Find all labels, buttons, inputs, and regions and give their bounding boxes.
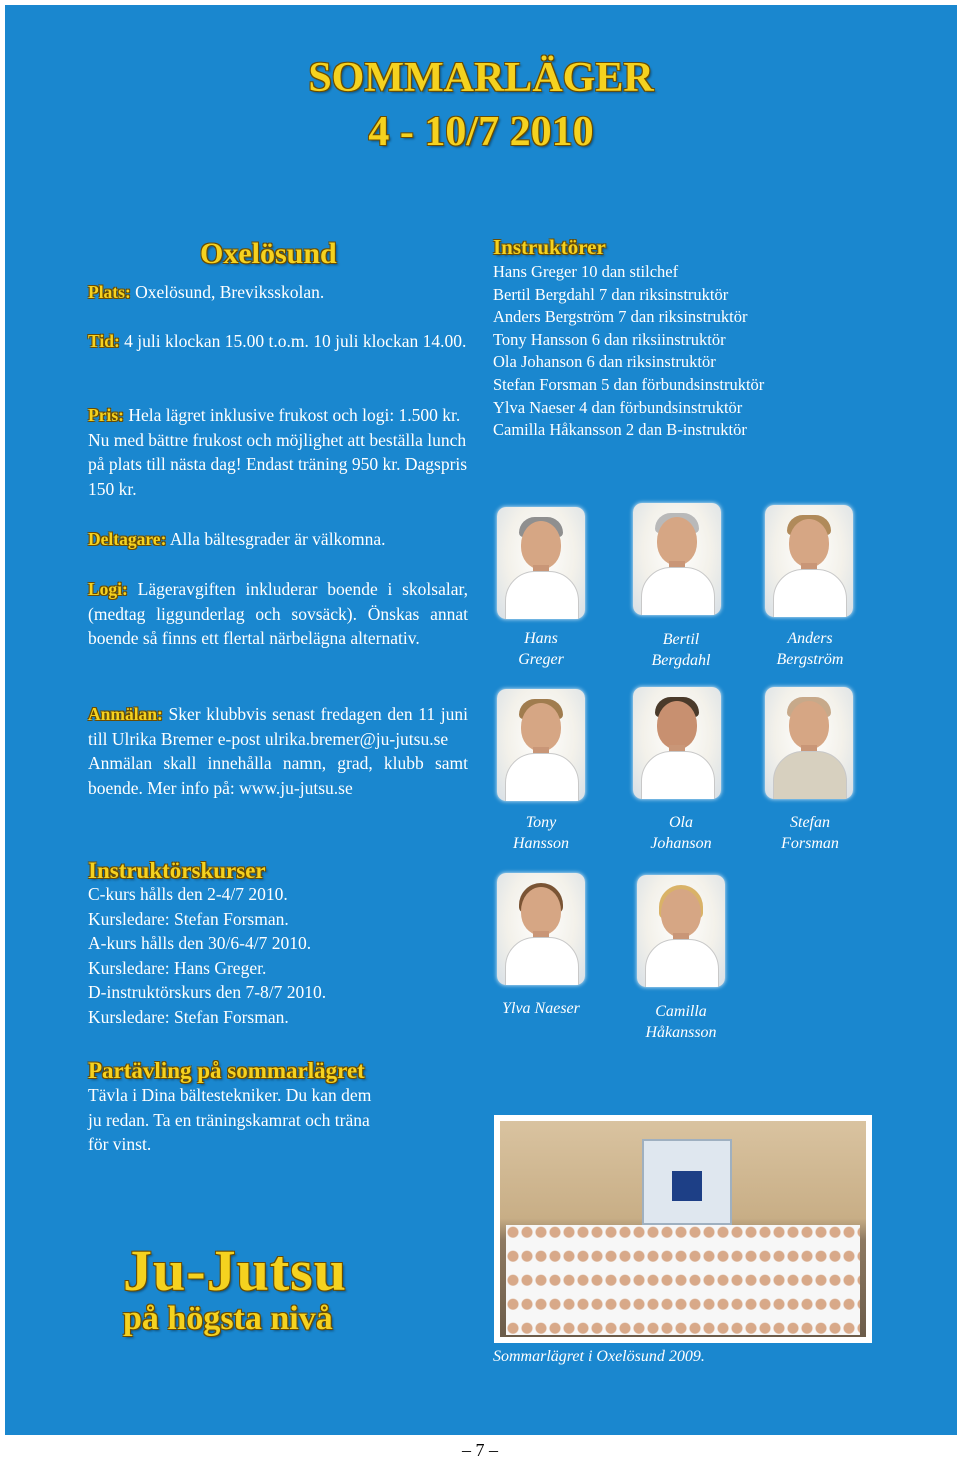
person-name: Ola Johanson [650,814,712,852]
instructor-line: Bertil Bergdahl 7 dan riksinstruktör [493,284,729,304]
deltagare-paragraph [88,527,468,552]
page-title: SOMMARLÄGER [308,55,654,101]
portrait-anders-bergstrom [765,505,853,617]
portrait-bertil-bergdahl [633,503,721,615]
poster-page [5,5,957,1435]
plats-label: Plats: [88,282,131,302]
deltagare-label: Deltagare: [88,529,167,549]
anmalan-text: Sker klubbvis senast fredagen den 11 juni till Ulrika Bremer e-post ulrika.bremer@ju-jutsu.se [88,704,468,749]
plats-text: Oxelösund, Breviksskolan. [130,282,325,302]
person-name: Bertil Bergdahl [651,631,711,669]
pris-label: Pris: [88,405,124,425]
club-banner [642,1139,732,1225]
page-date: 4 - 10/7 2010 [368,109,594,155]
logi-paragraph [88,577,468,651]
tid-paragraph [88,329,468,354]
partavling-line: ju redan. Ta en träningskamrat och träna [88,1109,370,1130]
slogan-title: Ju-Jutsu [123,1238,347,1303]
instructor-line: Camilla Håkansson 2 dan B-instruktör [493,420,747,440]
instruktorer-heading: Instruktörer [493,235,606,259]
plats-paragraph [88,280,468,305]
anmalan-paragraph [88,702,468,800]
instruktorer-list [493,261,764,442]
portrait-hans-greger [497,507,585,619]
instructor-line: Stefan Forsman 5 dan förbundsinstruktör [493,374,765,394]
kurser-line: A-kurs hålls den 30/6-4/7 2010. [88,933,312,953]
partavling-line: för vinst. [88,1134,152,1154]
logi-text: Lägeravgiften inkluderar boende i skolsalar, (medtag liggunderlag och sovsäck). Önskas annat boende så finns ett flertal närbelägna alternativ. [88,579,468,648]
partavling-line: Tävla i Dina bältestekniker. Du kan dem [88,1085,372,1105]
portrait-stefan-forsman [765,687,853,799]
crowd-of-participants [506,1225,860,1335]
pris-text: Hela lägret inklusive frukost och logi: 1.500 kr. Nu med bättre frukost och möjlighet att beställa lunch på plats till nästa dag! Endast träning 950 kr. Dagspris 150 kr. [88,405,468,499]
kurser-list [88,882,468,1029]
anmalan-text-2: Anmälan skall innehålla namn, grad, klubb samt boende. Mer info på: www.ju-jutsu.se [88,753,468,798]
instructor-line: Ylva Naeser 4 dan förbundsinstruktör [493,397,743,417]
group-photo [494,1115,872,1343]
portrait-camilla-hakansson [637,875,725,987]
group-photo-image [500,1121,866,1337]
instructor-line: Anders Bergström 7 dan riksinstruktör [493,307,748,327]
instructor-line: Hans Greger 10 dan stilchef [493,262,679,281]
kurser-line: Kursledare: Hans Greger. [88,957,267,978]
instructor-line: Ola Johanson 6 dan riksinstruktör [493,352,716,372]
kurser-line: Kursledare: Stefan Forsman. [88,908,289,929]
page-number: – 7 – [462,1440,498,1460]
kurser-line: Kursledare: Stefan Forsman. [88,1006,289,1027]
pris-paragraph [88,403,468,501]
kurser-line: C-kurs hålls den 2-4/7 2010. [88,884,288,904]
partavling-heading: Partävling på sommarlägret [88,1058,365,1083]
instructor-line: Tony Hansson 6 dan riksiinstruktör [493,329,726,349]
person-name: Stefan Forsman [781,814,839,852]
portrait-ola-johanson [633,687,721,799]
logi-label: Logi: [88,579,128,599]
person-name: Camilla Håkansson [645,1003,717,1041]
kurser-heading: Instruktörskurser [88,858,266,883]
person-name: Tony Hansson [512,814,569,852]
partavling-text [88,1083,468,1157]
tid-label: Tid: [88,331,120,351]
group-photo-caption: Sommarlägret i Oxelösund 2009. [493,1348,705,1365]
slogan-subtitle: på högsta nivå [123,1300,333,1337]
person-name: Ylva Naeser [502,1000,580,1017]
deltagare-text: Alla bältesgrader är välkomna. [166,529,386,549]
person-name: Anders Bergström [776,630,844,668]
portrait-tony-hansson [497,689,585,801]
location-heading: Oxelösund [200,237,337,270]
tid-text: 4 juli klockan 15.00 t.o.m. 10 juli klockan 14.00. [119,331,467,351]
kurser-line: D-instruktörskurs den 7-8/7 2010. [88,982,327,1002]
anmalan-label: Anmälan: [88,704,163,724]
person-name: Hans Greger [518,630,564,668]
portrait-ylva-naeser [497,873,585,985]
